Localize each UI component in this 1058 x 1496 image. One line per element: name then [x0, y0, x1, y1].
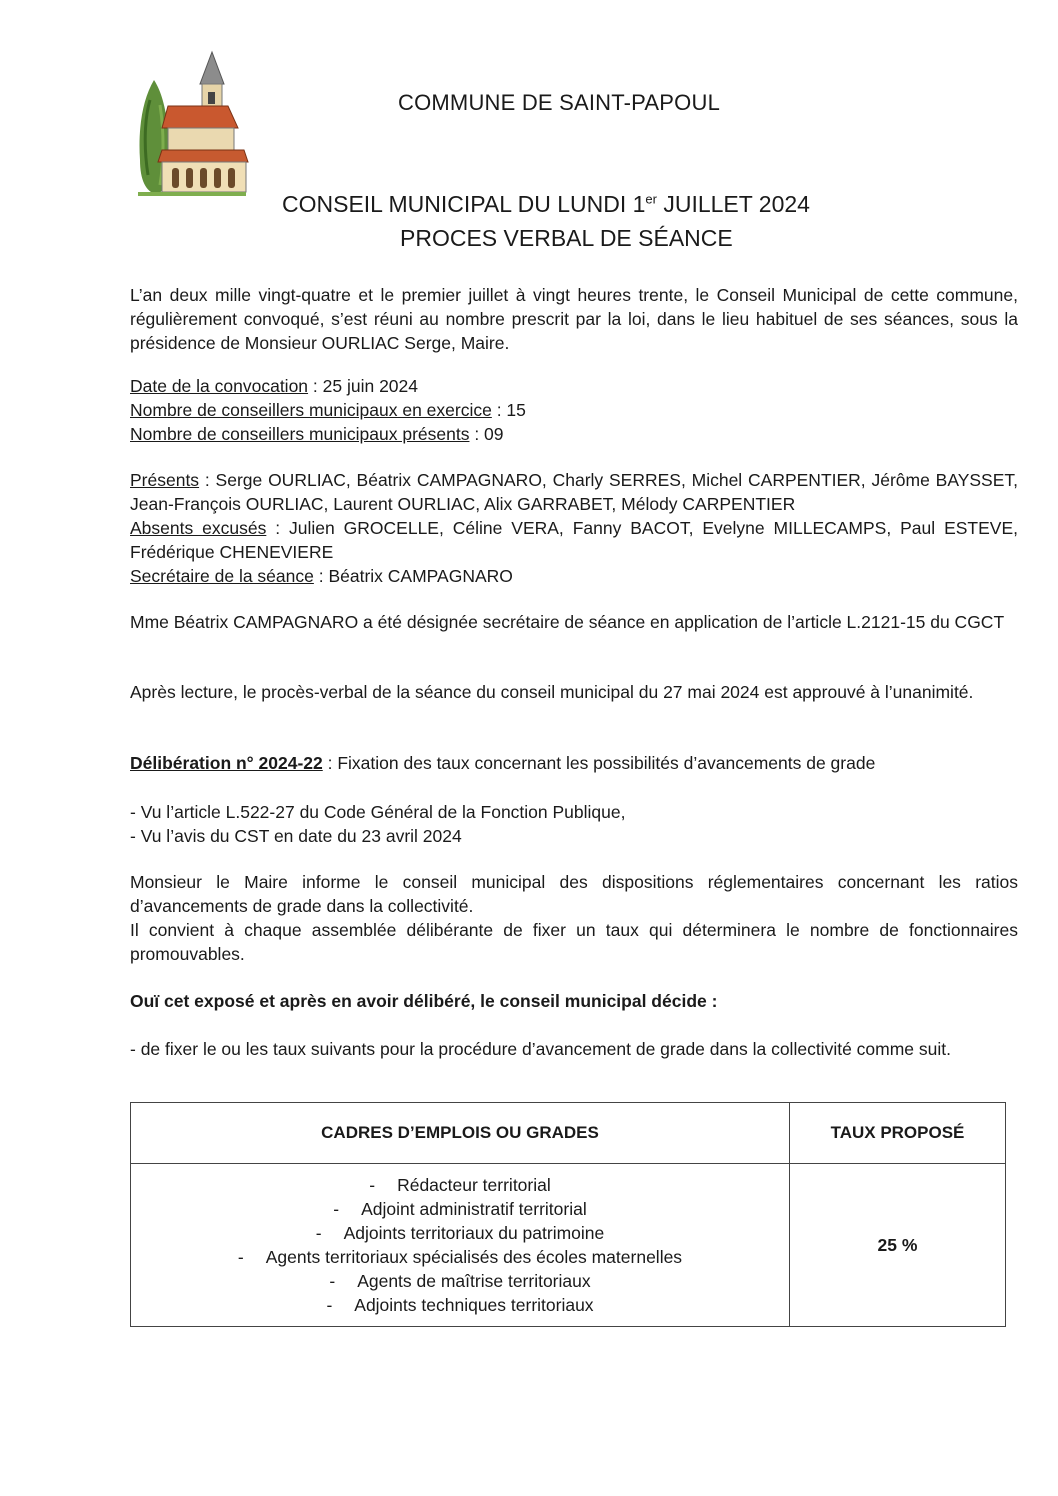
meeting-title: CONSEIL MUNICIPAL DU LUNDI 1er JUILLET 2024 [282, 191, 810, 217]
list-item: - Agents territoriaux spécialisés des écoles maternelles [237, 1247, 683, 1267]
decision-heading: Ouï cet exposé et après en avoir délibéré, le conseil municipal décide : [130, 991, 718, 1011]
church-logo-icon [132, 50, 250, 198]
column-header-rate: TAUX PROPOSÉ [790, 1103, 1006, 1164]
approval-paragraph: Après lecture, le procès-verbal de la séance du conseil municipal du 27 mai 2024 est approuvé à l’unanimité. [130, 682, 974, 702]
list-item: - Agents de maîtrise territoriaux [329, 1271, 591, 1291]
mayor-statement: Monsieur le Maire informe le conseil municipal des dispositions réglementaires concernant les ratios d’avancements de grade dans la collectivité. Il convient à chaque assemblée délibérante de fixer un taux qui déterminera le nombre de fonctionnaires promouvables. [130, 872, 1018, 964]
secretary-note: Mme Béatrix CAMPAGNARO a été désignée secrétaire de séance en application de l’article L.2121-15 du CGCT [130, 612, 1005, 632]
rate-value: 25 % [790, 1164, 1006, 1327]
legal-references: - Vu l’article L.522-27 du Code Général de la Fonction Publique, - Vu l’avis du CST en date du 23 avril 2024 [130, 802, 626, 846]
column-header-grades: CADRES D’EMPLOIS OU GRADES [131, 1103, 790, 1164]
intro-paragraph: L’an deux mille vingt-quatre et le premier juillet à vingt heures trente, le Conseil Municipal de cette commune, régulièrement convoqué, s’est réuni au nombre prescrit par la loi, dans le lieu habituel de ses séances, sous la présidence de Monsieur OURLIAC Serge, Maire. [130, 285, 1018, 353]
document-subtitle: PROCES VERBAL DE SÉANCE [400, 225, 733, 251]
table-row [131, 1164, 1006, 1327]
commune-name: COMMUNE DE SAINT-PAPOUL [398, 90, 721, 115]
list-item: - Adjoints territoriaux du patrimoine [315, 1223, 605, 1243]
list-item: - Adjoint administratif territorial [333, 1199, 587, 1219]
decision-item: - de fixer le ou les taux suivants pour la procédure d’avancement de grade dans la collectivité comme suit. [130, 1039, 951, 1059]
grades-rate-table [130, 1102, 1006, 1327]
deliberation-heading: Délibération n° 2024-22 : Fixation des taux concernant les possibilités d’avancements de grade [130, 753, 876, 773]
attendance-block: Présents : Serge OURLIAC, Béatrix CAMPAGNARO, Charly SERRES, Michel CARPENTIER, Jérôme BAYSSET, Jean-François OURLIAC, Laurent OURLIAC, Alix GARRABET, Mélody CARPENTIER Absents excusés : Julien GROCELLE, Céline VERA, Fanny BACOT, Evelyne MILLECAMPS, Paul ESTEVE, Frédérique CHENEVIERE Secrétaire de la séance : Béatrix CAMPAGNARO [130, 470, 1018, 586]
list-item: - Rédacteur territorial [369, 1175, 551, 1195]
grades-list [131, 1164, 790, 1327]
list-item: - Adjoints techniques territoriaux [326, 1295, 594, 1315]
table-header-row [131, 1103, 1006, 1164]
meeting-meta: Date de la convocation : 25 juin 2024 Nombre de conseillers municipaux en exercice : 15 Nombre de conseillers municipaux présents : 09 [130, 376, 526, 444]
